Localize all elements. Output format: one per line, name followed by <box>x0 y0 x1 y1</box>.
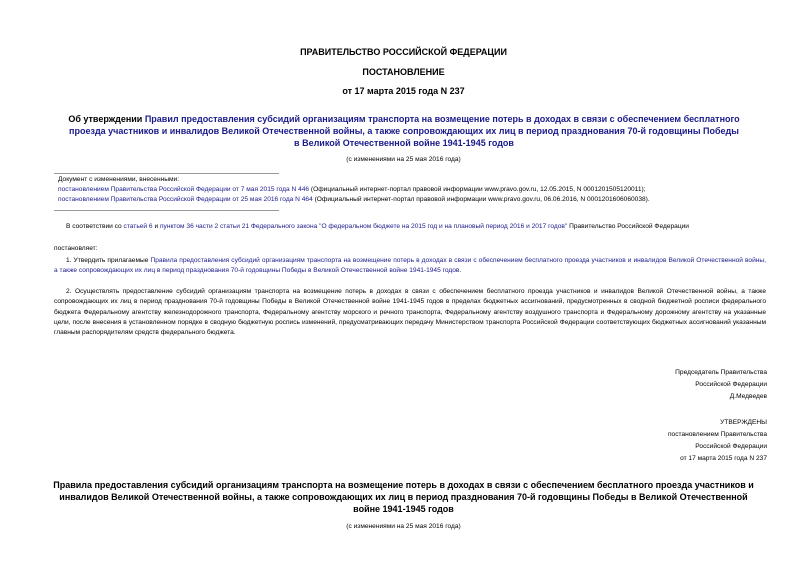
amendment-source: (Официальный интернет-портал правовой информации www.pravo.gov.ru, 06.06.2016, N 0001201606060038). <box>312 196 650 203</box>
amendments-block <box>58 175 758 205</box>
amendment-link-446[interactable]: постановлением Правительства Российской Федерации от 7 мая 2015 года N 446 <box>58 186 310 193</box>
amendment-item <box>58 195 758 205</box>
amendment-link-464[interactable]: постановлением Правительства Российской Федерации от 25 мая 2016 года N 464 <box>58 196 313 203</box>
preamble-prefix: В соответствии со <box>66 223 124 230</box>
document-date-number: от 17 марта 2015 года N 237 <box>342 86 465 96</box>
article-6-link[interactable]: статьей 6 <box>123 223 153 230</box>
point-1-suffix: . <box>459 267 462 275</box>
document-type-heading: ПОСТАНОВЛЕНИЕ <box>362 67 445 77</box>
signature-name: Д.Медведев <box>729 393 767 400</box>
government-heading: ПРАВИТЕЛЬСТВО РОССИЙСКОЙ ФЕДЕРАЦИИ <box>300 47 507 57</box>
point-1 <box>54 256 766 277</box>
approved-date: от 17 марта 2015 года N 237 <box>680 455 767 462</box>
signature-country: Российской Федерации <box>695 381 767 388</box>
amendments-intro: Документ с изменениями, внесенными: <box>58 176 180 183</box>
amendment-source: (Официальный интернет-портал правовой информации www.pravo.gov.ru, 12.05.2015, N 0001201505120011); <box>309 186 646 193</box>
preamble-suffix: Правительство Российской Федерации <box>567 223 689 230</box>
preamble-mid: и <box>152 223 160 230</box>
amendment-note: (с изменениями на 25 мая 2016 года) <box>346 156 461 163</box>
top-divider <box>54 173 279 174</box>
point-2: 2. Осуществлять предоставление субсидий организациям транспорта на возмещение потерь в доходах в связи с обеспечением бесплатного проезда участников и инвалидов Великой Отечественной войны, а также сопровождающих их лиц в период празднования 70-й годовщины Победы в Великой Отечественной войне 1941-1945 годов в пределах бюджетных ассигнований, предусмотренных в сводной бюджетной росписи федерального бюджета Федеральному агентству железнодорожного транспорта, Федеральному агентству морского и речного транспорта, Федеральному агентству воздушного транспорта и Федеральному дорожному агентству на указанные цели, после внесения в установленном порядке в сводную бюджетную роспись изменений, предусматривающих передачу Министерством транспорта Российской Федерации соответствующих бюджетных ассигнований указанным главным распорядителям средств федерального бюджета. <box>54 288 766 337</box>
signature-block <box>507 367 767 403</box>
approved-by: постановлением Правительства <box>667 431 767 438</box>
title-prefix: Об утверждении <box>68 114 145 124</box>
resolves-label: постановляет: <box>54 245 98 252</box>
approved-country: Российской Федерации <box>695 443 767 450</box>
bottom-divider <box>54 210 279 211</box>
approval-block <box>507 417 767 465</box>
document-title <box>68 113 740 149</box>
rules-amendment-note: (с изменениями на 25 мая 2016 года) <box>346 523 461 530</box>
federal-law-link[interactable]: пунктом 36 части 2 статьи 21 Федерального закона "О федеральном бюджете на 2015 год и на плановый период 2016 и 2017 годов" <box>159 223 568 230</box>
approved-rules-link[interactable]: Правила предоставления субсидий организациям транспорта на возмещение потерь в доходах в связи с обеспечением бесплатного проезда участников и инвалидов Великой Отечественной войны, а также сопровождающих их лиц в период празднования 70-й годовщины Победы в Великой Отечественной войне 1941-1945 годов <box>54 257 766 275</box>
signature-position: Председатель Правительства <box>675 369 767 376</box>
amendment-item <box>58 185 758 195</box>
preamble <box>66 222 786 232</box>
point-1-prefix: 1. Утвердить прилагаемые <box>66 257 151 264</box>
rules-title-link[interactable]: Правил предоставления субсидий организациям транспорта на возмещение потерь в доходах в связи с обеспечением бесплатного проезда участников и инвалидов Великой Отечественной войны, а также сопровождающих их лиц в период празднования 70-й годовщины Победы в Великой Отечественной войне 1941-1945 годов <box>69 114 740 148</box>
rules-title: Правила предоставления субсидий организациям транспорта на возмещение потерь в доходах в связи с обеспечением бесплатного проезда участников и инвалидов Великой Отечественной войны, а также сопровождающих их лиц в период празднования 70-й годовщины Победы в Великой Отечественной войне 1941-1945 годов <box>53 480 754 514</box>
approved-label: УТВЕРЖДЕНЫ <box>720 419 767 426</box>
